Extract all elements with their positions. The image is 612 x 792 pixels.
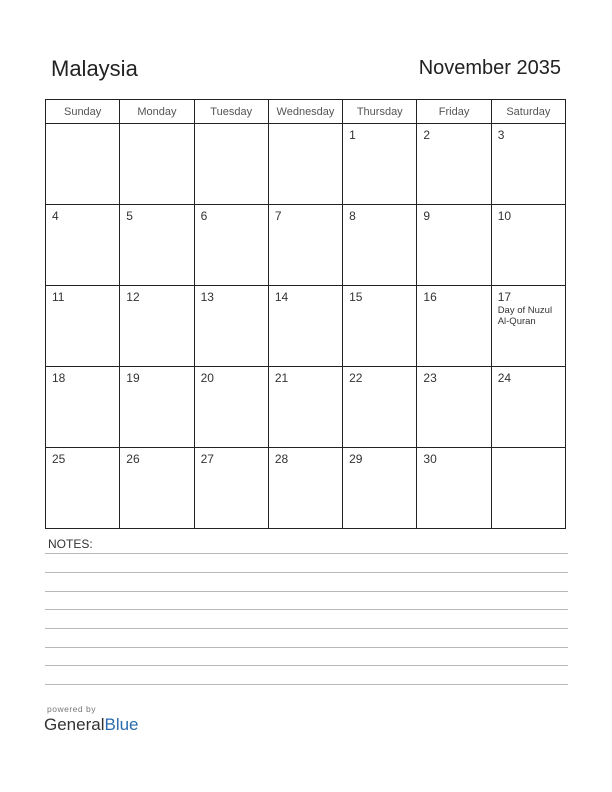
day-cell: [343, 367, 417, 448]
day-cell: [343, 124, 417, 205]
day-cell: [491, 124, 565, 205]
day-number: 16: [423, 290, 437, 304]
day-number: 2: [423, 128, 431, 142]
day-number: 25: [52, 452, 66, 466]
day-number: 17: [497, 290, 512, 304]
note-line: [45, 591, 568, 592]
week-row: [46, 367, 566, 448]
day-cell: [194, 367, 268, 448]
weekday-header: Friday: [417, 100, 491, 124]
day-cell: [417, 205, 491, 286]
calendar-grid: [45, 99, 566, 529]
note-line: [45, 684, 568, 685]
day-cell: [120, 367, 194, 448]
weekday-header: Monday: [120, 100, 194, 124]
day-cell: [491, 286, 565, 367]
day-cell: [194, 448, 268, 529]
day-cell: [343, 286, 417, 367]
day-cell: [194, 124, 268, 205]
day-number: 11: [52, 290, 65, 304]
note-line: [45, 665, 568, 666]
day-cell: [268, 367, 342, 448]
day-number: 19: [126, 371, 140, 385]
week-row: [46, 448, 566, 529]
day-cell: [46, 124, 120, 205]
brand-general-text: General: [44, 715, 105, 734]
brand-name: [44, 715, 139, 735]
day-cell: [268, 124, 342, 205]
day-cell: [268, 448, 342, 529]
day-number: 13: [200, 290, 214, 304]
note-line: [45, 553, 568, 554]
brand-blue-text: Blue: [104, 715, 139, 734]
day-cell: [120, 205, 194, 286]
day-cell: [417, 367, 491, 448]
week-row: [46, 124, 566, 205]
day-number: 23: [423, 371, 437, 385]
day-number: 10: [497, 209, 512, 223]
note-line: [45, 572, 568, 573]
day-cell: [194, 205, 268, 286]
day-number: 5: [126, 209, 133, 223]
day-number: 7: [274, 209, 282, 223]
month-year-title: November 2035: [418, 57, 561, 79]
weekday-header: Saturday: [491, 100, 565, 124]
day-number: 4: [52, 209, 59, 223]
day-cell: [46, 448, 120, 529]
day-cell: [194, 286, 268, 367]
note-line: [45, 628, 568, 629]
day-cell: [120, 124, 194, 205]
day-cell: [46, 286, 120, 367]
weekday-header: Thursday: [343, 100, 417, 124]
weekday-header: Tuesday: [194, 100, 268, 124]
holiday-label: Day of Nuzul Al-Quran: [497, 305, 553, 327]
day-number: 12: [126, 290, 140, 304]
day-number: 22: [349, 371, 363, 385]
day-number: 14: [274, 290, 289, 304]
day-number: 18: [52, 371, 66, 385]
day-cell: [268, 286, 342, 367]
day-cell: [491, 448, 565, 529]
note-line: [45, 609, 568, 610]
day-cell: [46, 205, 120, 286]
day-cell: [491, 205, 565, 286]
day-number: 30: [423, 452, 437, 466]
week-row: [46, 205, 566, 286]
weekday-header: Wednesday: [268, 100, 342, 124]
notes-label: NOTES:: [48, 537, 93, 551]
day-cell: [417, 124, 491, 205]
day-cell: [343, 448, 417, 529]
day-cell: [120, 286, 194, 367]
day-number: 24: [497, 371, 512, 385]
day-number: 21: [274, 371, 289, 385]
day-cell: [417, 448, 491, 529]
day-cell: [120, 448, 194, 529]
day-number: 26: [126, 452, 140, 466]
day-number: 8: [349, 209, 356, 223]
day-number: 27: [200, 452, 214, 466]
day-cell: [268, 205, 342, 286]
day-number: 3: [497, 128, 505, 142]
day-number: 9: [423, 209, 431, 223]
note-line: [45, 647, 568, 648]
day-number: 1: [349, 128, 356, 142]
day-number: 20: [200, 371, 214, 385]
day-cell: [343, 205, 417, 286]
day-cell: [46, 367, 120, 448]
day-number: 29: [349, 452, 363, 466]
week-row: [46, 286, 566, 367]
powered-by-text: powered by: [47, 704, 96, 714]
brand-logo: [44, 704, 139, 735]
weekday-header: Sunday: [46, 100, 120, 124]
day-number: 28: [274, 452, 289, 466]
weekday-header-row: [46, 100, 566, 124]
day-number: 15: [349, 290, 363, 304]
country-title: Malaysia: [51, 56, 138, 81]
day-cell: [417, 286, 491, 367]
day-number: 6: [200, 209, 208, 223]
day-cell: [491, 367, 565, 448]
